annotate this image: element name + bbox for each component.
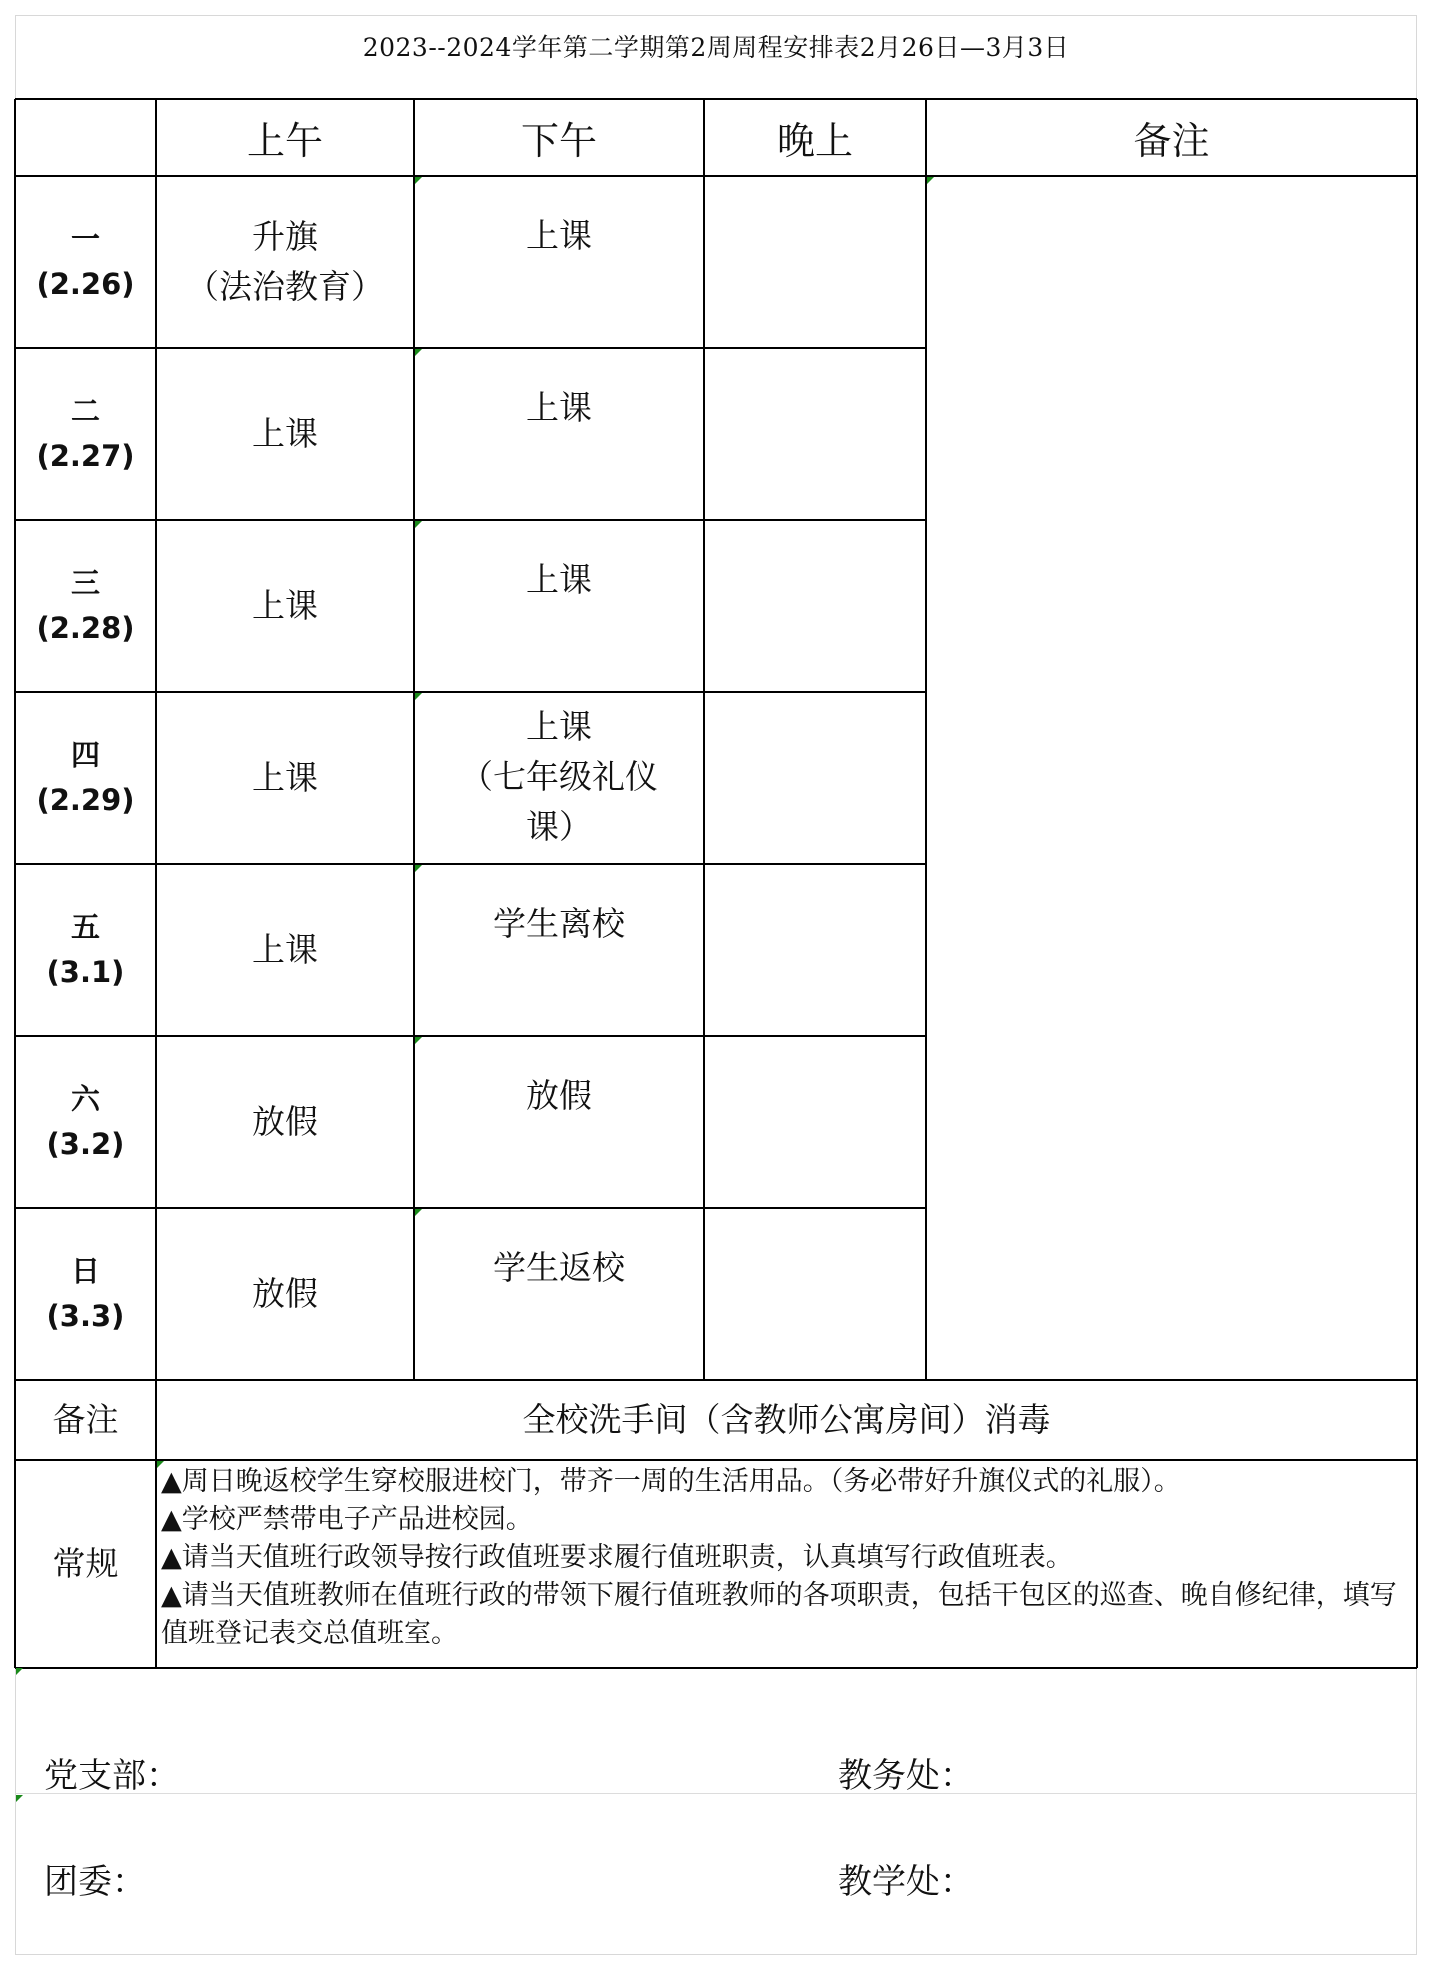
routine-note-4: ▲请当天值班教师在值班行政的带领下履行值班教师的各项职责，包括干包区的巡查、晚自修纪律，填写值班登记表交总值班室。 — [161, 1580, 1397, 1649]
weekday-date: (2.28) — [36, 611, 135, 645]
afternoon-text: 放假 — [526, 1076, 592, 1115]
header-morning: 上午 — [246, 119, 323, 163]
evening-cell — [704, 520, 926, 692]
weekday-date: (3.1) — [46, 955, 125, 989]
morning-text: 放假 — [252, 1102, 318, 1141]
morning-text: 上课 — [252, 414, 318, 453]
cell-marker — [415, 177, 422, 184]
cell-marker — [415, 865, 422, 872]
remark-row-content: 全校洗手间（含教师公寓房间）消毒 — [522, 1400, 1051, 1439]
weekday-date: (3.3) — [46, 1299, 125, 1333]
morning-cell — [156, 1036, 414, 1208]
evening-cell — [704, 1208, 926, 1380]
weekday-name: 五 — [70, 910, 100, 944]
evening-cell — [704, 692, 926, 864]
afternoon-cell — [414, 1208, 704, 1380]
afternoon-cell — [414, 864, 704, 1036]
remarks-cell — [926, 176, 1417, 1380]
morning-cell — [156, 348, 414, 520]
routine-note-2: ▲学校严禁带电子产品进校园。 — [161, 1504, 533, 1535]
day-label — [15, 348, 156, 520]
cell-marker — [415, 349, 422, 356]
afternoon-text: 学生返校 — [493, 1248, 625, 1287]
weekday-name: 日 — [70, 1254, 100, 1288]
afternoon-text: 上课 — [526, 216, 592, 255]
afternoon-text: 上课 （七年级礼仪 课） — [460, 707, 658, 846]
header-remarks: 备注 — [1133, 119, 1210, 163]
cell-marker — [415, 521, 422, 528]
morning-cell — [156, 176, 414, 348]
routine-note-3: ▲请当天值班行政领导按行政值班要求履行值班职责，认真填写行政值班表。 — [161, 1542, 1073, 1573]
cell-marker — [415, 1037, 422, 1044]
weekday-name: 四 — [70, 738, 100, 772]
evening-cell — [704, 864, 926, 1036]
header-afternoon: 下午 — [520, 119, 597, 163]
routine-row-label: 常规 — [52, 1544, 119, 1583]
afternoon-cell — [414, 520, 704, 692]
morning-text: 上课 — [252, 586, 318, 625]
morning-text: 放假 — [252, 1274, 318, 1313]
routine-note-1: ▲周日晚返校学生穿校服进校门，带齐一周的生活用品。（务必带好升旗仪式的礼服）。 — [161, 1466, 1181, 1497]
weekday-date: (2.27) — [36, 439, 135, 473]
morning-text: 上课 — [252, 930, 318, 969]
academic-affairs-signature: 教务处： — [838, 1756, 974, 1796]
page-title: 2023--2024学年第二学期第2周周程安排表2月26日—3月3日 — [362, 33, 1070, 62]
afternoon-cell — [414, 348, 704, 520]
grid-line — [15, 1667, 1417, 1669]
day-label — [15, 1208, 156, 1380]
evening-cell — [704, 1036, 926, 1208]
day-label — [15, 520, 156, 692]
weekday-name: 六 — [70, 1082, 100, 1116]
routine-notes — [161, 1463, 1411, 1653]
day-label — [15, 864, 156, 1036]
morning-cell — [156, 1208, 414, 1380]
afternoon-text: 学生离校 — [493, 904, 625, 943]
afternoon-cell — [414, 1036, 704, 1208]
morning-cell — [156, 864, 414, 1036]
day-label — [15, 1036, 156, 1208]
weekday-date: (2.29) — [36, 783, 135, 817]
afternoon-cell — [414, 692, 704, 864]
cell-marker — [16, 1795, 23, 1802]
weekday-date: (3.2) — [46, 1127, 125, 1161]
afternoon-text: 上课 — [526, 560, 592, 599]
weekday-name: 二 — [70, 394, 100, 428]
morning-text: 上课 — [252, 758, 318, 797]
morning-cell — [156, 520, 414, 692]
morning-cell — [156, 692, 414, 864]
day-label — [15, 692, 156, 864]
teaching-office-signature: 教学处： — [838, 1862, 974, 1902]
cell-marker — [415, 693, 422, 700]
cell-marker — [415, 1209, 422, 1216]
remark-row-label: 备注 — [52, 1400, 119, 1439]
weekday-date: (2.26) — [36, 267, 135, 301]
party-branch-signature: 党支部： — [44, 1756, 180, 1796]
cell-marker — [16, 1668, 23, 1675]
morning-text: 升旗 （法治教育） — [186, 217, 384, 306]
evening-cell — [704, 176, 926, 348]
signature-divider — [15, 1793, 1417, 1794]
afternoon-cell — [414, 176, 704, 348]
day-label — [15, 176, 156, 348]
youth-league-signature: 团委： — [44, 1862, 146, 1902]
weekday-name: 一 — [70, 222, 100, 256]
weekday-name: 三 — [70, 566, 100, 600]
evening-cell — [704, 348, 926, 520]
header-evening: 晚上 — [776, 119, 853, 163]
afternoon-text: 上课 — [526, 388, 592, 427]
